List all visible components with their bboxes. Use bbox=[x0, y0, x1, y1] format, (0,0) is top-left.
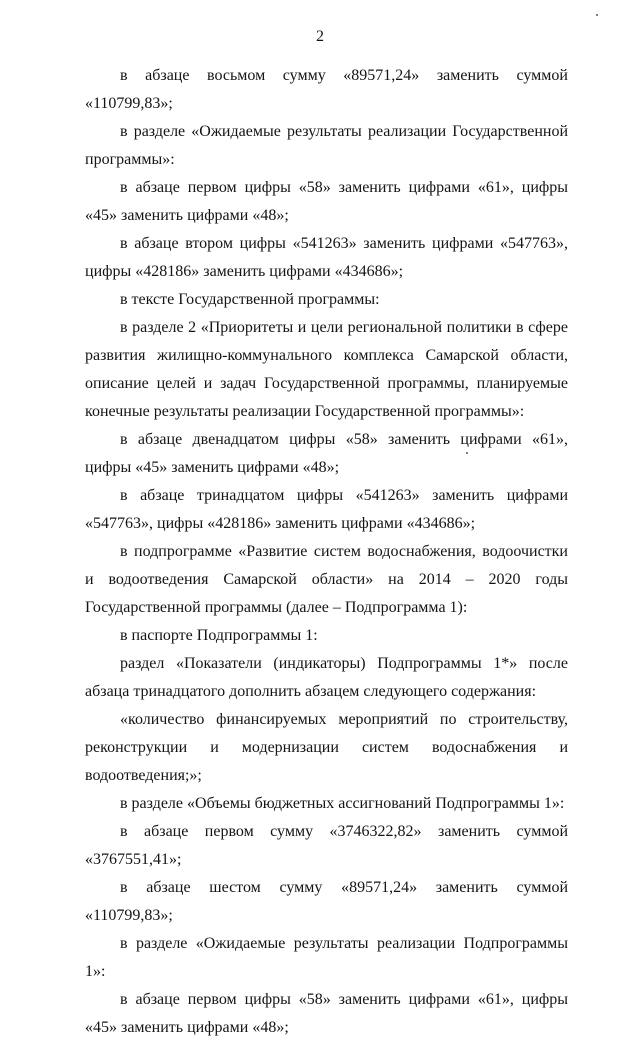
paragraph-15: в абзаце шестом сумму «89571,24» заменить суммой «110799,83»; bbox=[85, 879, 568, 924]
paragraph-16: в разделе «Ожидаемые результаты реализации Подпрограммы 1»: bbox=[85, 935, 568, 980]
paragraph-6: в разделе 2 «Приоритеты и цели региональной политики в сфере развития жилищно-коммунального комплекса Самарской области, описание целей и задач Государственной программы, планируемые конечные результаты реализации Государственной программы»: bbox=[85, 319, 568, 420]
paragraph-1: в абзаце восьмом сумму «89571,24» заменить суммой «110799,83»; bbox=[85, 67, 568, 112]
paragraph-3: в абзаце первом цифры «58» заменить цифрами «61», цифры «45» заменить цифрами «48»; bbox=[85, 179, 568, 224]
paragraph-13: в разделе «Объемы бюджетных ассигнований Подпрограммы 1»: bbox=[120, 795, 565, 812]
paragraph-7: в абзаце двенадцатом цифры «58» заменить цифрами «61», цифры «45» заменить цифрами «48»; bbox=[85, 431, 568, 476]
scan-speck bbox=[596, 14, 598, 16]
paragraph-17: в абзаце первом цифры «58» заменить цифрами «61», цифры «45» заменить цифрами «48»; bbox=[85, 991, 568, 1036]
paragraph-2: в разделе «Ожидаемые результаты реализации Государственной программы»: bbox=[85, 123, 568, 168]
paragraph-12: «количество финансируемых мероприятий по строительству, реконструкции и модернизации систем водоснабжения и водоотведения;»; bbox=[85, 711, 568, 784]
paragraph-14: в абзаце первом сумму «3746322,82» заменить суммой «3767551,41»; bbox=[85, 823, 568, 868]
paragraph-9: в подпрограмме «Развитие систем водоснабжения, водоочистки и водоотведения Самарской области» на 2014 – 2020 годы Государственной программы (далее – Подпрограмма 1): bbox=[85, 543, 568, 616]
scan-speck bbox=[466, 452, 468, 454]
paragraph-10: в паспорте Подпрограммы 1: bbox=[120, 627, 318, 644]
paragraph-11: раздел «Показатели (индикаторы) Подпрограммы 1*» после абзаца тринадцатого дополнить абзацем следующего содержания: bbox=[85, 655, 568, 700]
page-number: 2 bbox=[316, 28, 324, 45]
paragraph-5: в тексте Государственной программы: bbox=[120, 291, 380, 308]
document-body bbox=[85, 62, 568, 1042]
paragraph-8: в абзаце тринадцатом цифры «541263» заменить цифрами «547763», цифры «428186» заменить цифрами «434686»; bbox=[85, 487, 568, 532]
paragraph-4: в абзаце втором цифры «541263» заменить цифрами «547763», цифры «428186» заменить цифрами «434686»; bbox=[85, 235, 568, 280]
